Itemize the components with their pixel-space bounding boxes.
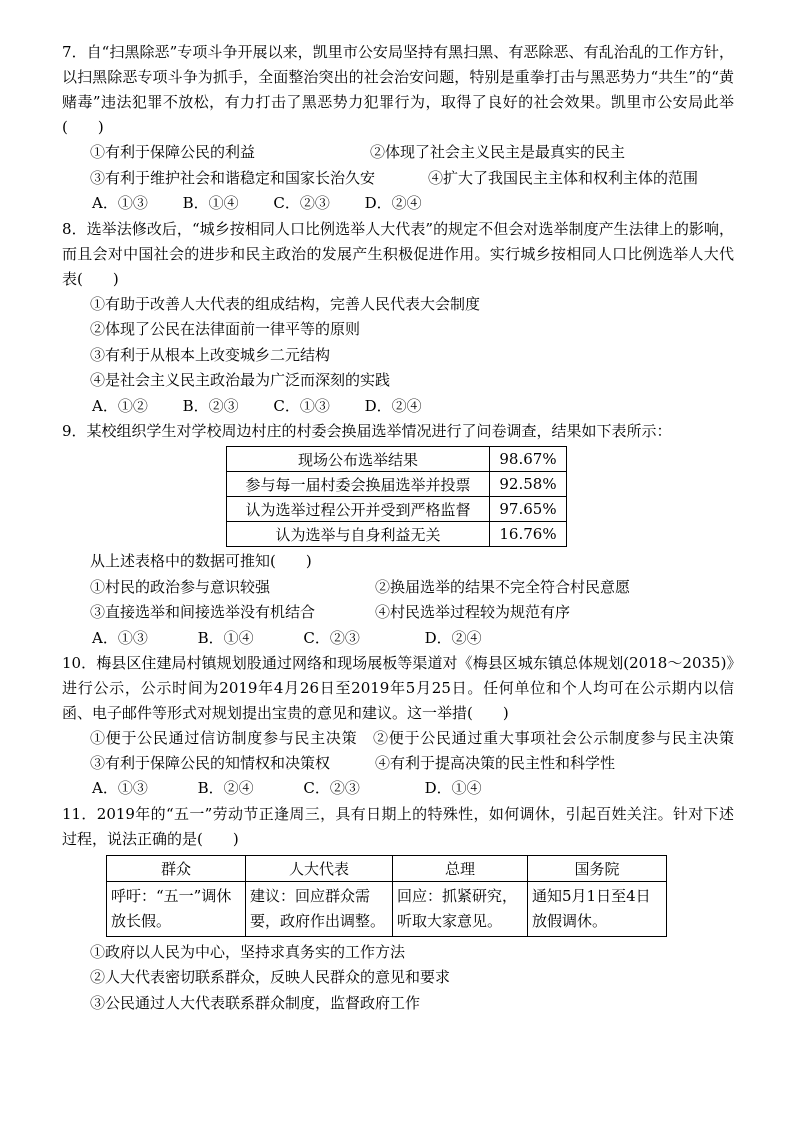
table-cell-label: 参与每一届村委会换届选举并投票 [227, 472, 490, 497]
option-2: ②体现了社会主义民主是最真实的民主 [370, 143, 626, 161]
question-7-options-row-2 [62, 166, 734, 192]
table-row [227, 447, 567, 472]
table-row [227, 472, 567, 497]
question-9-answers: A．①③ B．①④ C．②③ D．②④ [92, 628, 482, 647]
option-4: ④扩大了我国民主主体和权利主体的范围 [428, 168, 699, 187]
table-cell: 通知5月1日至4日放假调休。 [528, 881, 667, 936]
question-9 [62, 419, 734, 651]
table-cell-label: 认为选举过程公开并受到严格监督 [227, 497, 490, 522]
table-header: 国务院 [528, 855, 667, 881]
option-1: ①有助于改善人大代表的组成结构，完善人民代表大会制度 [90, 294, 481, 313]
question-10-options: ①便于公民通过信访制度参与民主决策 ②便于公民通过重大事项社会公示制度参与民主决策 ③有利于保障公民的知情权和决策权 ④有利于提高决策的民主性和科学性 [90, 729, 750, 772]
table-row [107, 881, 667, 936]
table-cell-value: 97.65% [490, 497, 567, 522]
table-row [227, 522, 567, 547]
option-3: ③公民通过人大代表联系群众制度，监督政府工作 [90, 993, 421, 1012]
table-cell: 建议：回应群众需要，政府作出调整。 [246, 881, 393, 936]
option-3: ③有利于从根本上改变城乡二元结构 [90, 345, 331, 364]
table-cell-label: 认为选举与自身利益无关 [227, 522, 490, 547]
question-8-answers: A．①② B．②③ C．①③ D．②④ [92, 396, 422, 415]
question-7-answers: A．①③ B．①④ C．②③ D．②④ [92, 194, 422, 212]
question-7-options-row-1 [62, 140, 734, 166]
option-2: ②体现了公民在法律面前一律平等的原则 [90, 320, 361, 338]
table-cell: 呼吁：“五一”调休放长假。 [107, 881, 246, 936]
question-8 [62, 217, 734, 420]
table-row [227, 497, 567, 522]
holiday-process-table [106, 855, 667, 937]
question-8-stem: 8．选举法修改后，“城乡按相同人口比例选举人大代表”的规定不但会对选举制度产生法律上的影响，而且会对中国社会的进步和民主政治的发展产生积极促进作用。实行城乡按相同人口比例选举人大代表( ) [62, 219, 734, 288]
table-header-row [107, 855, 667, 881]
option-1: ①村民的政治参与意识较强 [90, 577, 271, 596]
question-9-options-row-1 [62, 575, 734, 601]
option-2: ②换届选举的结果不完全符合村民意愿 [375, 577, 631, 596]
option-1: ①政府以人民为中心，坚持求真务实的工作方法 [90, 942, 406, 961]
option-3: ③直接选举和间接选举没有机结合 [90, 603, 316, 621]
option-4: ④村民选举过程较为规范有序 [375, 603, 571, 621]
table-header: 群众 [107, 855, 246, 881]
question-9-lead: 从上述表格中的数据可推知( ) [90, 552, 312, 570]
question-9-stem: 9．某校组织学生对学校周边村庄的村委会换届选举情况进行了问卷调查，结果如下表所示： [62, 422, 672, 440]
table-header: 人大代表 [246, 855, 393, 881]
option-1: ①有利于保障公民的利益 [90, 143, 256, 161]
option-4: ④是社会主义民主政治最为广泛而深刻的实践 [90, 371, 391, 389]
question-7-stem: 7．自“扫黑除恶”专项斗争开展以来，凯里市公安局坚持有黑扫黑、有恶除恶、有乱治乱的工作方针，以扫黑除恶专项斗争为抓手，全面整治突出的社会治安问题，特别是重拳打击与黑恶势力“共生”的“黄赌毒”违法犯罪不放松，有力打击了黑恶势力犯罪行为，取得了良好的社会效果。凯里市公安局此举( ) [62, 43, 734, 136]
question-11 [62, 802, 734, 1017]
question-7 [62, 40, 734, 217]
table-cell-label: 现场公布选举结果 [227, 447, 490, 472]
table-cell-value: 92.58% [490, 472, 567, 497]
question-10-answers: A．①③ B．②④ C．②③ D．①④ [92, 779, 482, 797]
table-cell-value: 16.76% [490, 522, 567, 547]
question-10 [62, 651, 750, 802]
survey-table [226, 446, 567, 547]
option-3: ③有利于维护社会和谐稳定和国家长治久安 [90, 168, 376, 187]
question-11-stem: 11．2019年的“五一”劳动节正逢周三，具有日期上的特殊性，如何调休，引起百姓关注。针对下述过程，说法正确的是( ) [62, 804, 734, 848]
question-9-options-row-2 [62, 600, 734, 626]
table-cell: 回应：抓紧研究，听取大家意见。 [393, 881, 528, 936]
option-2: ②人大代表密切联系群众，反映人民群众的意见和要求 [90, 968, 451, 986]
table-cell-value: 98.67% [490, 447, 567, 472]
question-list [62, 40, 750, 1016]
question-10-stem: 10．梅县区住建局村镇规划股通过网络和现场展板等渠道对《梅县区城东镇总体规划(2018～2035)》进行公示，公示时间为2019年4月26日至2019年5月25日。任何单位和个人均可在公示期内以信函、电子邮件等形式对规划提出宝贵的意见和建议。这一举措( ) [62, 654, 734, 722]
table-header: 总理 [393, 855, 528, 881]
